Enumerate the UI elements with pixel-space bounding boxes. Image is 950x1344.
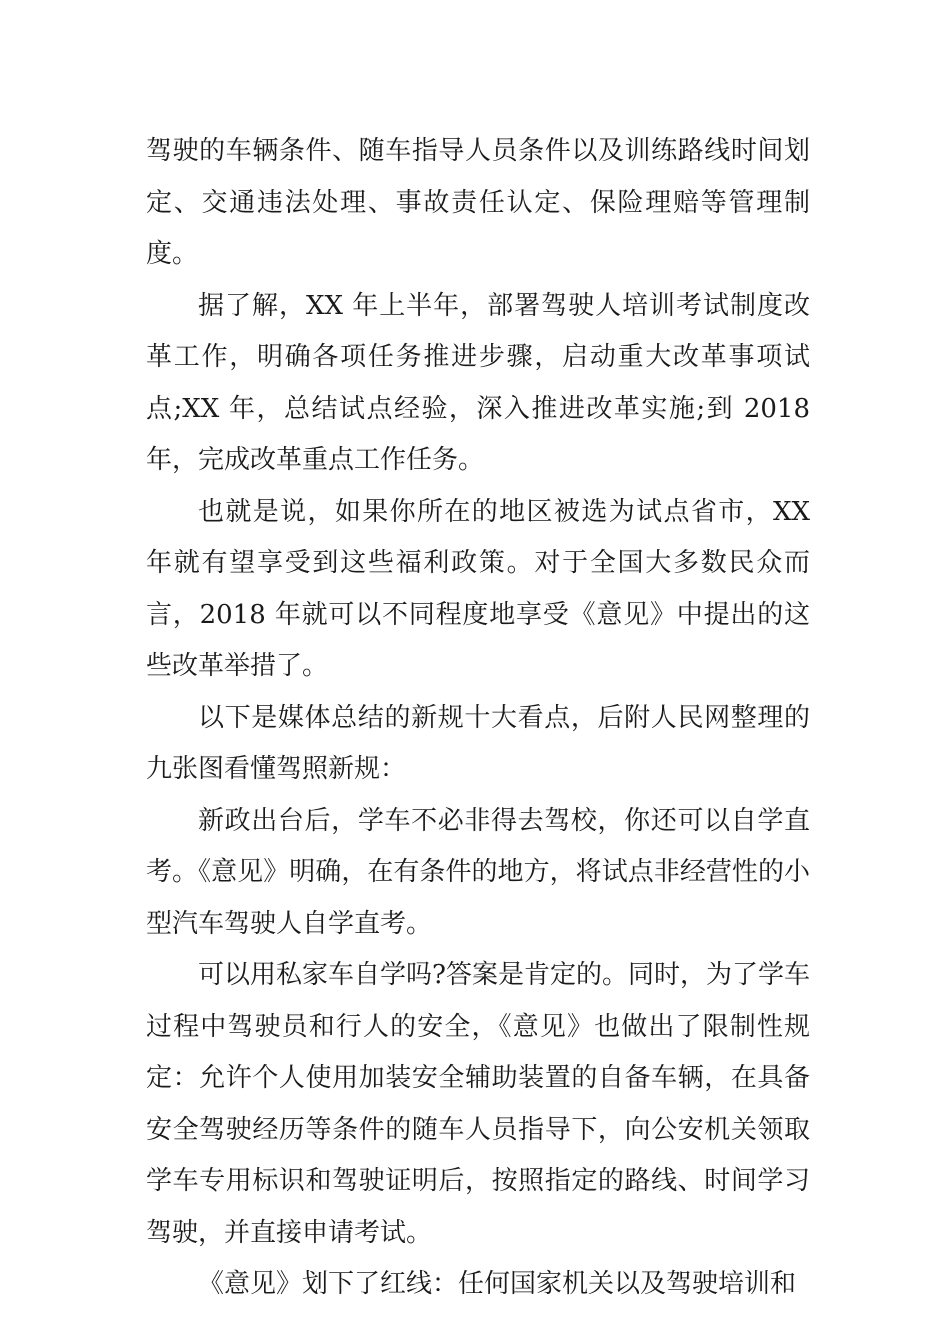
- paragraph-5: 新政出台后，学车不必非得去驾校，你还可以自学直考。《意见》明确，在有条件的地方，将试点非经营性的小型汽车驾驶人自学直考。: [146, 805, 810, 939]
- paragraph-2: 据了解，XX 年上半年，部署驾驶人培训考试制度改革工作，明确各项任务推进步骤，启动重大改革事项试点;XX 年，总结试点经验，深入推进改革实施;到 2018 年，完成改革重点工作任务。: [146, 290, 810, 475]
- document-body: [146, 126, 810, 1311]
- paragraph-6: 可以用私家车自学吗?答案是肯定的。同时，为了学车过程中驾驶员和行人的安全，《意见》也做出了限制性规定：允许个人使用加装安全辅助装置的自备车辆，在具备安全驾驶经历等条件的随车人员指导下，向公安机关领取学车专用标识和驾驶证明后，按照指定的路线、时间学习驾驶，并直接申请考试。: [146, 960, 810, 1248]
- paragraph-7: 《意见》划下了红线：任何国家机关以及驾驶培训和: [198, 1269, 797, 1299]
- paragraph-3: 也就是说，如果你所在的地区被选为试点省市，XX 年就有望享受到这些福利政策。对于全国大多数民众而言，2018 年就可以不同程度地享受《意见》中提出的这些改革举措了。: [146, 496, 810, 681]
- paragraph-1: 驾驶的车辆条件、随车指导人员条件以及训练路线时间划定、交通违法处理、事故责任认定、保险理赔等管理制度。: [146, 136, 810, 269]
- paragraph-4: 以下是媒体总结的新规十大看点，后附人民网整理的九张图看懂驾照新规：: [146, 702, 810, 784]
